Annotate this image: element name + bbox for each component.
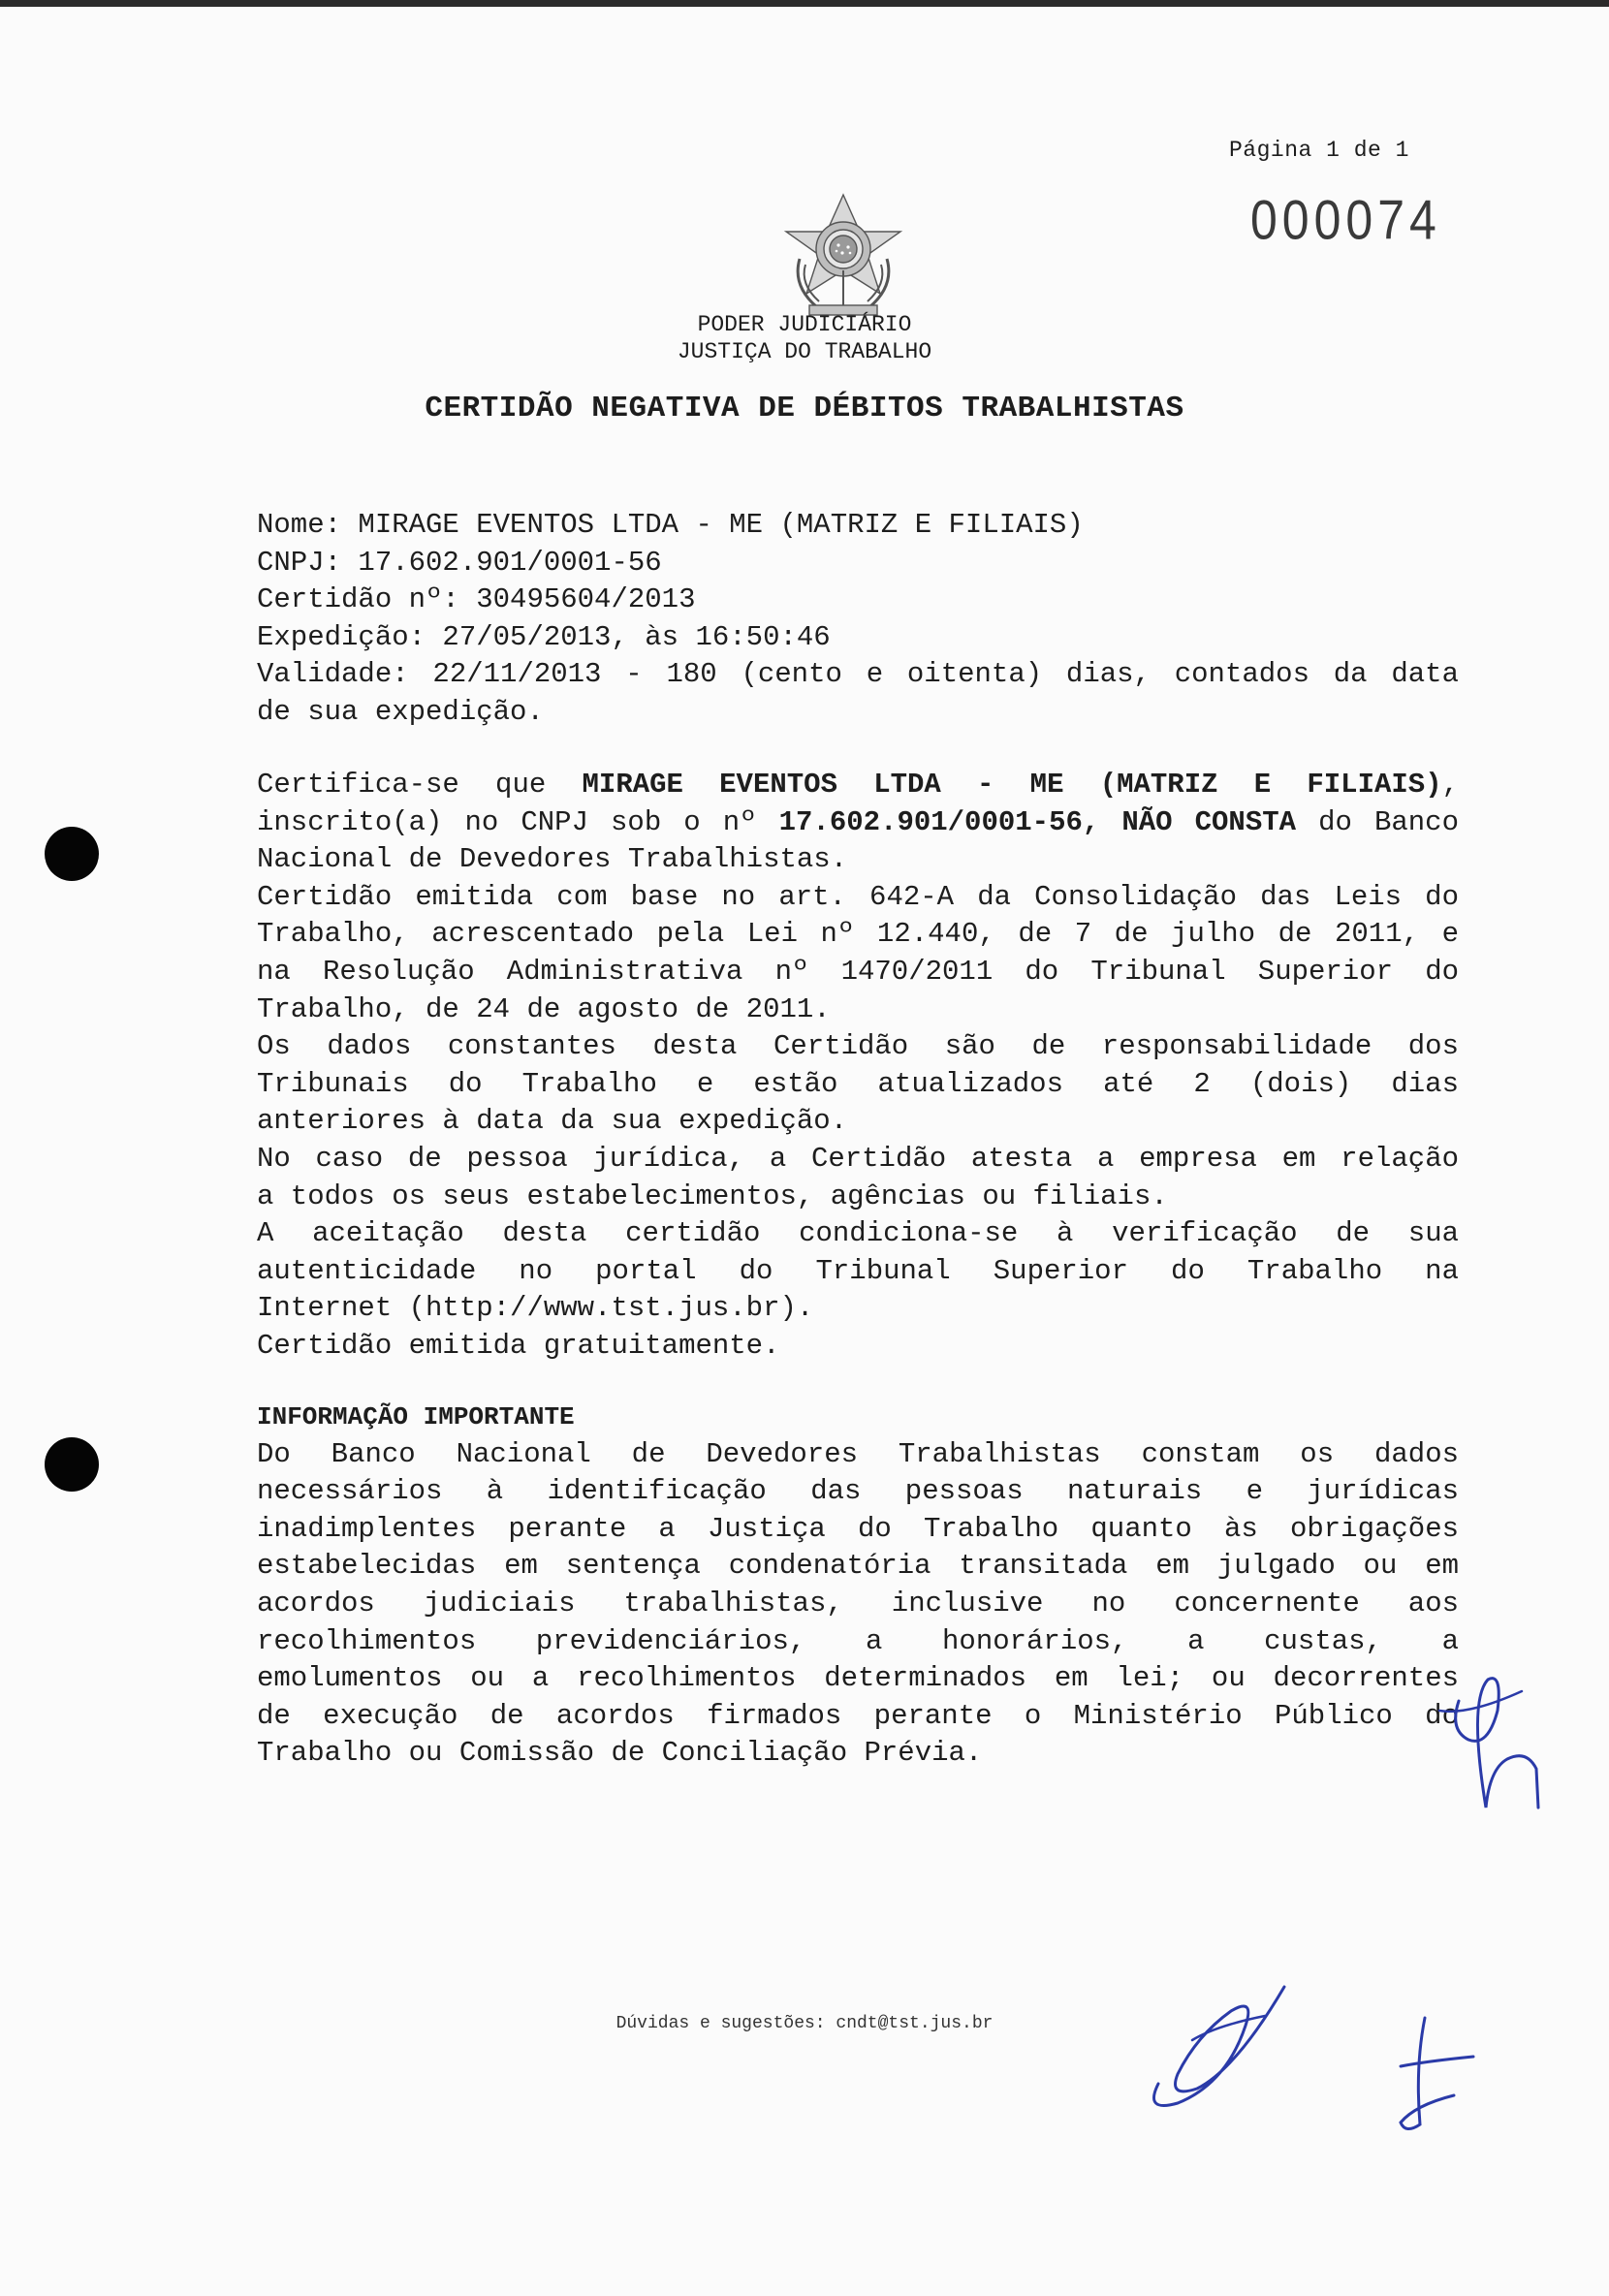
detail-validity: Validade: 22/11/2013 - 180 (cento e oitenta) dias, contados da data <box>257 658 1459 691</box>
detail-cnpj: CNPJ: 17.602.901/0001-56 <box>257 546 662 579</box>
body-line: a todos os seus estabelecimentos, agências ou filiais. <box>257 1179 1168 1212</box>
body-line: autenticidade no portal do Tribunal Superior do Trabalho na <box>257 1254 1459 1287</box>
info-line: acordos judiciais trabalhistas, inclusive no concernente aos <box>257 1587 1459 1620</box>
body-line: Trabalho, acrescentado pela Lei nº 12.440, de 7 de julho de 2011, e <box>257 918 1459 951</box>
org-line-labor-court: JUSTIÇA DO TRABALHO <box>677 339 932 364</box>
certification-body <box>257 767 1459 1366</box>
body-line-1: Certifica-se que MIRAGE EVENTOS LTDA - ME (MATRIZ E FILIAIS), <box>257 769 1459 801</box>
info-line: Trabalho ou Comissão de Conciliação Prévia. <box>257 1737 983 1770</box>
brazil-coat-of-arms-icon <box>771 189 916 325</box>
detail-certificate-number: Certidão nº: 30495604/2013 <box>257 583 696 616</box>
initials-signature-icon <box>1430 1652 1556 1837</box>
info-line: recolhimentos previdenciários, a honorários, a custas, a <box>257 1624 1459 1657</box>
body-line: No caso de pessoa jurídica, a Certidão atesta a empresa em relação <box>257 1142 1459 1175</box>
certificate-details <box>257 507 1459 732</box>
page-stamp-number: 000074 <box>1250 188 1441 252</box>
info-line: inadimplentes perante a Justiça do Trabalho quanto às obrigações <box>257 1512 1459 1545</box>
info-line: Do Banco Nacional de Devedores Trabalhistas constam os dados <box>257 1437 1459 1470</box>
detail-validity-cont: de sua expedição. <box>257 695 544 728</box>
company-name-bold: MIRAGE EVENTOS LTDA - ME (MATRIZ E FILIAIS) <box>582 769 1442 801</box>
punch-hole-icon <box>45 827 99 881</box>
body-line: Internet (http://www.tst.jus.br). <box>257 1292 814 1325</box>
info-line: estabelecidas em sentença condenatória transitada em julgado ou em <box>257 1550 1459 1583</box>
body-line: Trabalho, de 24 de agosto de 2011. <box>257 992 831 1025</box>
scan-top-edge <box>0 0 1609 7</box>
info-line: necessários à identificação das pessoas naturais e jurídicas <box>257 1475 1459 1508</box>
body-line-2: inscrito(a) no CNPJ sob o nº 17.602.901/0001-56, NÃO CONSTA do Banco <box>257 805 1459 838</box>
body-line: A aceitação desta certidão condiciona-se à verificação de sua <box>257 1217 1459 1250</box>
important-information <box>257 1399 1459 1773</box>
body-line: Certidão emitida gratuitamente. <box>257 1329 780 1362</box>
body-line: Certidão emitida com base no art. 642-A da Consolidação das Leis do <box>257 880 1459 913</box>
page-indicator: Página 1 de 1 <box>1229 138 1409 163</box>
footer-contact: Dúvidas e sugestões: cndt@tst.jus.br <box>615 2014 994 2033</box>
detail-name: Nome: MIRAGE EVENTOS LTDA - ME (MATRIZ E FILIAIS) <box>257 509 1084 541</box>
body-line: Tribunais do Trabalho e estão atualizados até 2 (dois) dias <box>257 1067 1459 1100</box>
body-line: anteriores à data da sua expedição. <box>257 1105 848 1138</box>
document-title: CERTIDÃO NEGATIVA DE DÉBITOS TRABALHISTAS <box>425 392 1184 425</box>
body-line: na Resolução Administrativa nº 1470/2011 do Tribunal Superior do <box>257 955 1459 988</box>
info-line: emolumentos ou a recolhimentos determinados em lei; ou decorrentes <box>257 1662 1459 1695</box>
detail-issue-date: Expedição: 27/05/2013, às 16:50:46 <box>257 620 831 653</box>
org-line-judiciary: PODER JUDICIÁRIO <box>697 312 912 337</box>
handwritten-signature-icon <box>1139 1967 1304 2123</box>
status-nao-consta: NÃO CONSTA <box>1121 805 1297 838</box>
cnpj-bold: 17.602.901/0001-56 <box>778 805 1083 838</box>
body-line: Nacional de Devedores Trabalhistas. <box>257 843 848 876</box>
punch-hole-icon <box>45 1437 99 1492</box>
info-heading: INFORMAÇÃO IMPORTANTE <box>257 1402 575 1431</box>
info-line: de execução de acordos firmados perante o Ministério Público do <box>257 1699 1459 1732</box>
initials-signature-icon <box>1386 2008 1483 2144</box>
body-line: Os dados constantes desta Certidão são de responsabilidade dos <box>257 1030 1459 1063</box>
